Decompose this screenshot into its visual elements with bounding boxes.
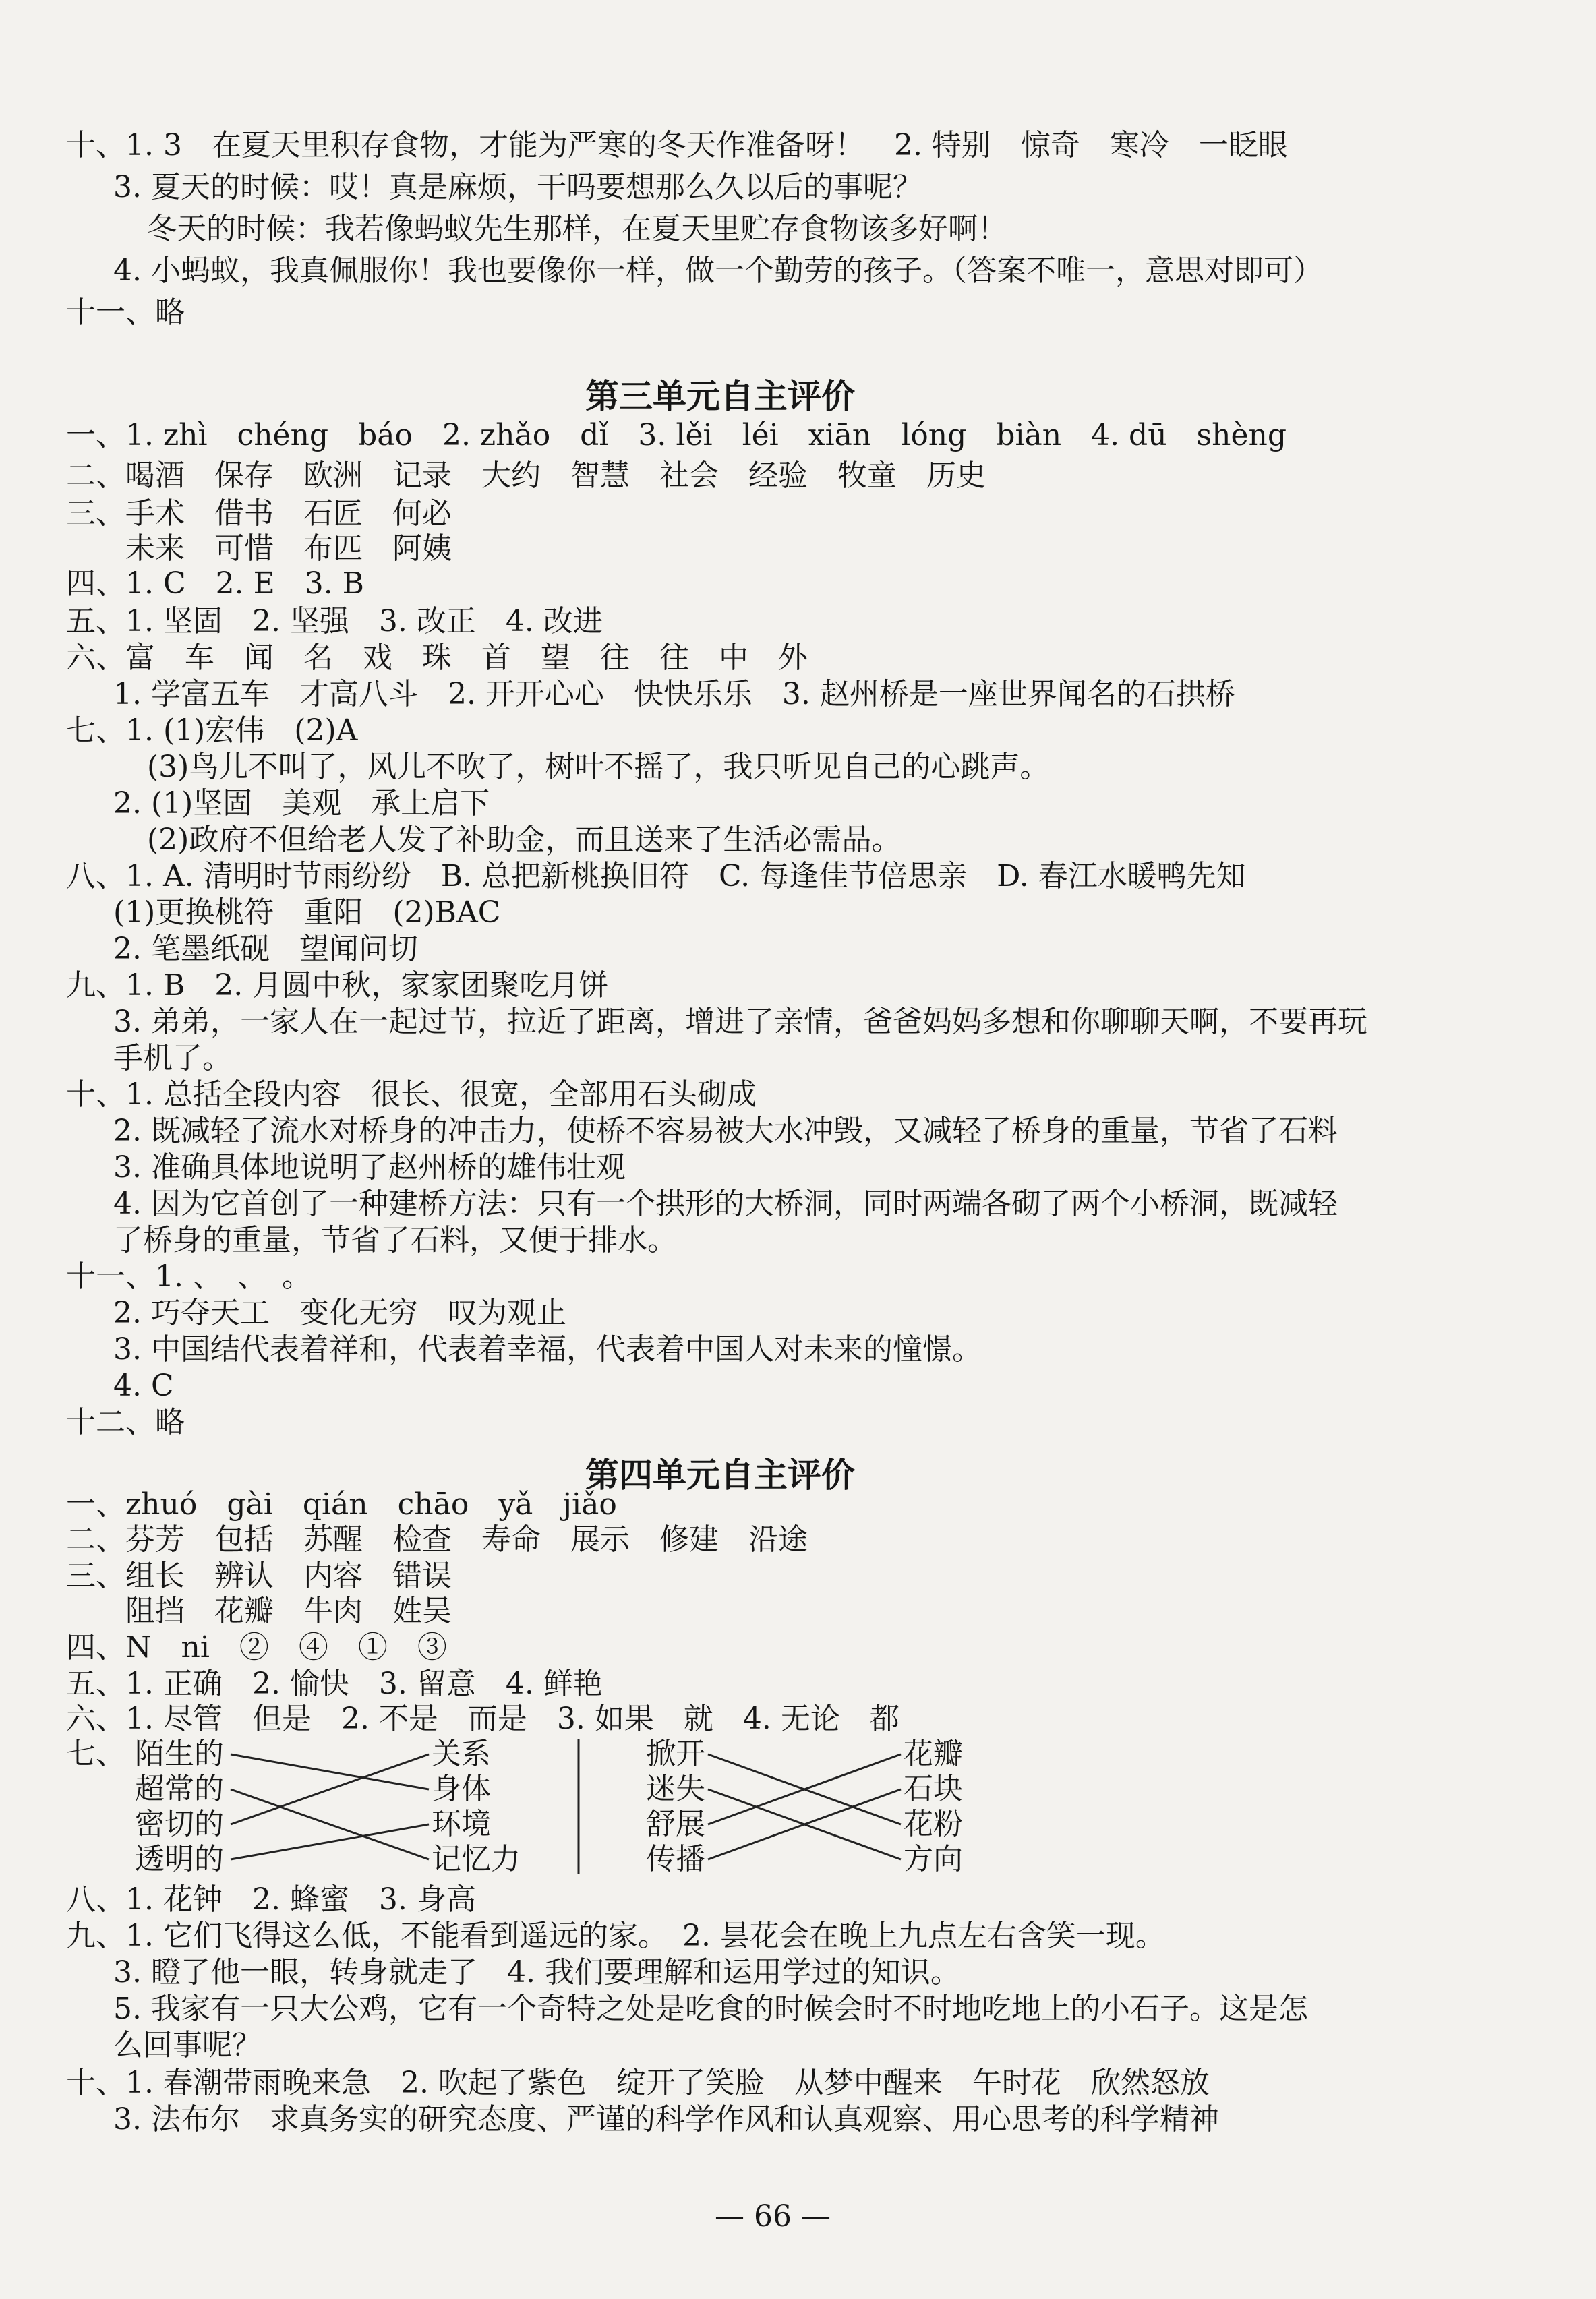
match-right-a-item: 迷失 (646, 1772, 705, 1806)
answer-line: 十、1. 春潮带雨晚来急 2. 吹起了紫色 绽开了笑脸 从梦中醒来 午时花 欣然怒放 (66, 2066, 1210, 2100)
answer-line: 3. 法布尔 求真务实的研究态度、严谨的科学作风和认真观察、用心思考的科学精神 (113, 2102, 1219, 2137)
answer-line: (3)鸟儿不叫了，风儿不吹了，树叶不摇了，我只听见自己的心跳声。 (147, 750, 1050, 784)
answer-line: 一、1. zhì chéng báo 2. zhǎo dǐ 3. lěi léi xiān lóng biàn 4. dū shèng (66, 418, 1287, 452)
answer-line: 六、富 车 闻 名 戏 珠 首 望 往 往 中 外 (66, 640, 808, 675)
answer-line: 六、1. 尽管 但是 2. 不是 而是 3. 如果 就 4. 无论 都 (66, 1702, 899, 1736)
answer-line: 七、1. (1)宏伟 (2)A (66, 713, 358, 748)
answer-line: 四、1. C 2. E 3. B (66, 566, 365, 601)
match-right-b-item: 方向 (904, 1842, 963, 1876)
answer-line: 4. C (113, 1369, 174, 1403)
answer-line: 阻挡 花瓣 牛肉 姓吴 (125, 1594, 452, 1628)
match-right-b-item: 石块 (904, 1772, 963, 1806)
match-left-b-item: 身体 (432, 1772, 491, 1806)
answer-line: 3. 瞪了他一眼，转身就走了 4. 我们要理解和运用学过的知识。 (113, 1955, 960, 1990)
answer-line: 冬天的时候：我若像蚂蚁先生那样，在夏天里贮存食物该多好啊！ (147, 212, 1007, 246)
answer-line: 了桥身的重量，节省了石料，又便于排水。 (113, 1223, 677, 1257)
answer-line: 2. 笔墨纸砚 望闻问切 (113, 932, 418, 966)
answer-line: 二、喝酒 保存 欧洲 记录 大约 智慧 社会 经验 牧童 历史 (66, 458, 986, 493)
match-left-b-item: 关系 (432, 1737, 491, 1771)
question-label: 七、 (66, 1737, 125, 1771)
answer-line: 十、1. 3 在夏天里积存食物，才能为严寒的冬天作准备呀！ 2. 特别 惊奇 寒冷 一眨眼 (66, 128, 1288, 162)
match-line (231, 1754, 429, 1789)
match-left-a-item: 陌生的 (135, 1737, 224, 1771)
answer-line: 三、组长 辨认 内容 错误 (66, 1559, 452, 1593)
answer-line: 5. 我家有一只大公鸡，它有一个奇特之处是吃食的时候会时不时地吃地上的小石子。这是怎 (113, 1992, 1308, 2026)
match-line (708, 1789, 901, 1859)
match-right-b-item: 花瓣 (904, 1737, 963, 1771)
answer-line: 2. 既减轻了流水对桥身的冲击力，使桥不容易被大水冲毁，又减轻了桥身的重量，节省了石料 (113, 1114, 1338, 1148)
answer-line: 2. (1)坚固 美观 承上启下 (113, 786, 490, 820)
section-title: 第四单元自主评价 (585, 1456, 855, 1495)
answer-line: 十一、略 (66, 295, 185, 330)
match-left-a-item: 密切的 (135, 1807, 224, 1841)
match-left-b-item: 记忆力 (432, 1842, 521, 1876)
answer-line: 二、芬芳 包括 苏醒 检查 寿命 展示 修建 沿途 (66, 1522, 808, 1557)
answer-line: 十一、1. 、 、 。 (66, 1259, 312, 1294)
answer-line: 三、手术 借书 石匠 何必 (66, 496, 452, 531)
match-line (708, 1754, 901, 1824)
answer-line: 十、1. 总括全段内容 很长、很宽，全部用石头砌成 (66, 1077, 757, 1112)
answer-line: 九、1. 它们飞得这么低，不能看到遥远的家。 2. 昙花会在晚上九点左右含笑一现。 (66, 1919, 1165, 1953)
answer-line: 未来 可惜 布匹 阿姨 (125, 531, 452, 566)
answer-line: 3. 弟弟，一家人在一起过节，拉近了距离，增进了亲情，爸爸妈妈多想和你聊聊天啊，不要再玩 (113, 1005, 1367, 1039)
answer-line: 四、N ni ② ④ ① ③ (66, 1630, 447, 1665)
answer-line: (1)更换桃符 重阳 (2)BAC (113, 895, 501, 930)
answer-line: 4. 因为它首创了一种建桥方法：只有一个拱形的大桥洞，同时两端各砌了两个小桥洞，既减轻 (113, 1187, 1338, 1221)
match-line (231, 1789, 429, 1859)
answer-line: (2)政府不但给老人发了补助金，而且送来了生活必需品。 (147, 823, 902, 857)
answer-line: 八、1. 花钟 2. 蜂蜜 3. 身高 (66, 1882, 476, 1917)
answer-line: 1. 学富五车 才高八斗 2. 开开心心 快快乐乐 3. 赵州桥是一座世界闻名的石拱桥 (113, 677, 1235, 711)
match-line (708, 1754, 901, 1824)
answer-line: 4. 小蚂蚁，我真佩服你！我也要像你一样，做一个勤劳的孩子。（答案不唯一，意思对即可） (113, 253, 1323, 288)
match-left-a-item: 超常的 (135, 1772, 224, 1806)
match-line (231, 1754, 429, 1824)
answer-line: 手机了。 (113, 1041, 232, 1075)
answer-line: 3. 准确具体地说明了赵州桥的雄伟壮观 (113, 1150, 626, 1185)
match-left-a-item: 透明的 (135, 1842, 224, 1876)
answer-line: 十二、略 (66, 1405, 185, 1439)
page-number: — 66 — (715, 2199, 831, 2234)
answer-line: 五、1. 坚固 2. 坚强 3. 改正 4. 改进 (66, 604, 603, 638)
answer-line: 3. 夏天的时候：哎！真是麻烦，干吗要想那么久以后的事呢？ (113, 170, 922, 204)
match-right-a-item: 传播 (646, 1842, 705, 1876)
answer-line: 2. 巧夺天工 变化无穷 叹为观止 (113, 1296, 566, 1330)
match-left-b-item: 环境 (432, 1807, 491, 1841)
section-title: 第三单元自主评价 (585, 377, 855, 416)
answer-line: 3. 中国结代表着祥和，代表着幸福，代表着中国人对未来的憧憬。 (113, 1332, 982, 1367)
match-right-b-item: 花粉 (904, 1807, 963, 1841)
answer-line: 五、1. 正确 2. 愉快 3. 留意 4. 鲜艳 (66, 1667, 603, 1701)
match-right-a-item: 掀开 (646, 1737, 705, 1771)
match-line (708, 1789, 901, 1859)
answer-line: 么回事呢？ (113, 2028, 262, 2062)
match-right-a-item: 舒展 (646, 1807, 705, 1841)
answer-line: 九、1. B 2. 月圆中秋，家家团聚吃月饼 (66, 968, 609, 1003)
answer-line: 一、zhuó gài qián chāo yǎ jiǎo (66, 1487, 617, 1522)
answer-line: 八、1. A. 清明时节雨纷纷 B. 总把新桃换旧符 C. 每逢佳节倍思亲 D. 春江水暖鸭先知 (66, 859, 1246, 893)
match-line (231, 1824, 429, 1859)
